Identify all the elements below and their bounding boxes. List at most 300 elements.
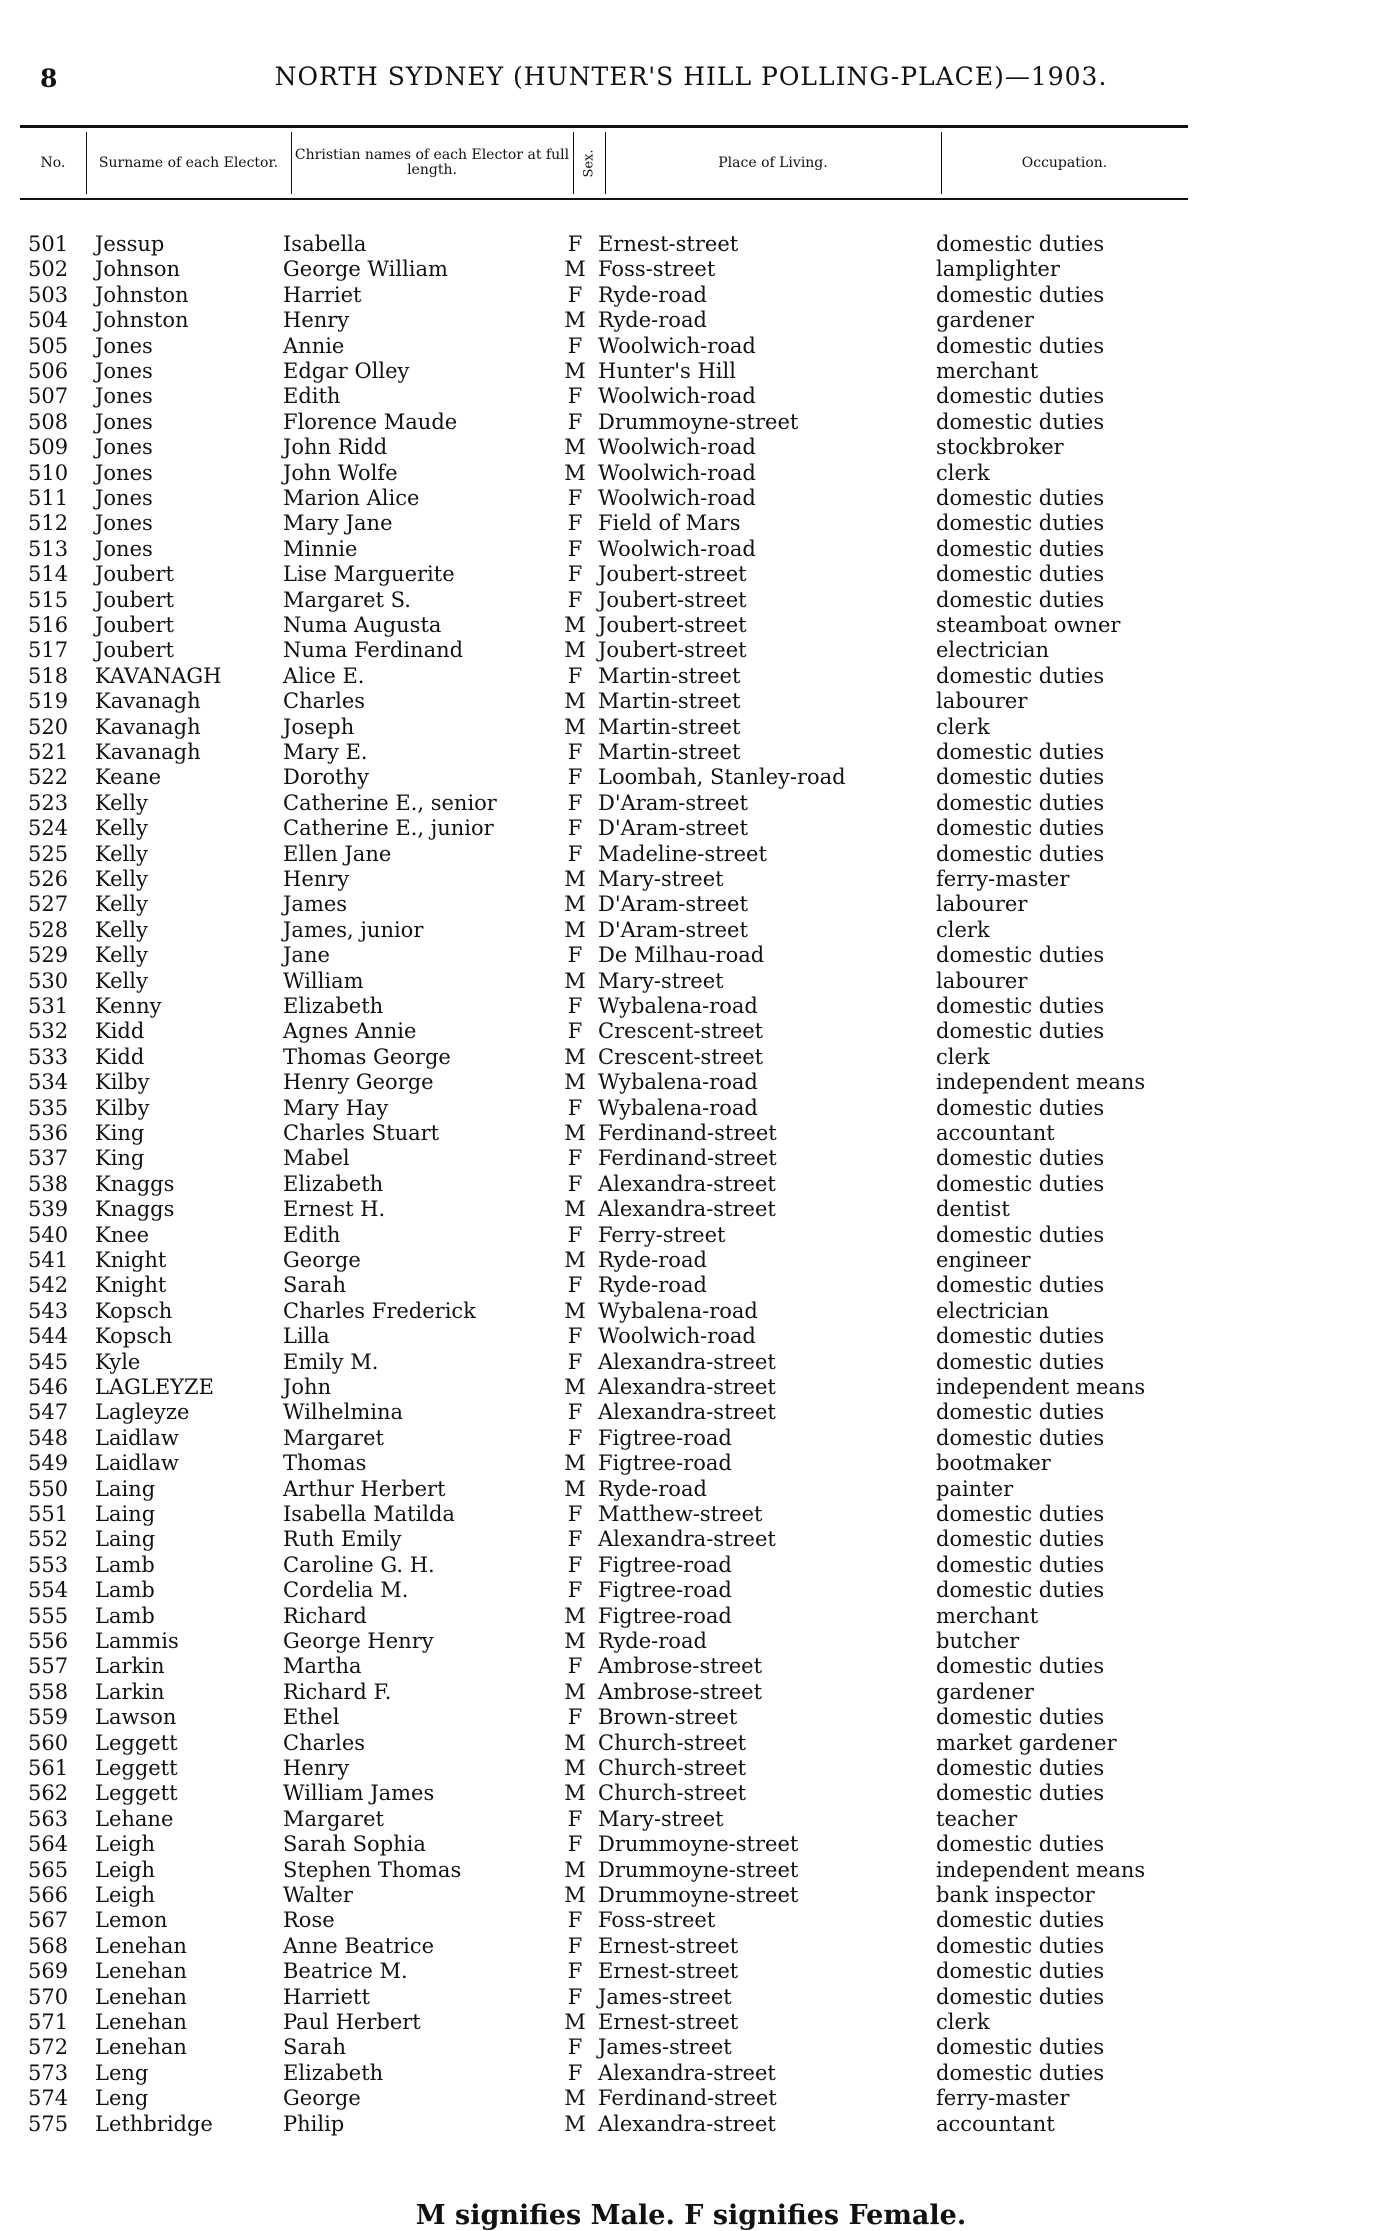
elector-occupation: market gardener bbox=[936, 1730, 1117, 1755]
elector-christian-names: Henry bbox=[283, 1756, 350, 1780]
elector-occupation: labourer bbox=[936, 968, 1028, 993]
elector-occupation: labourer bbox=[936, 689, 1028, 714]
elector-number: 539 bbox=[28, 1197, 69, 1222]
table-row bbox=[0, 1045, 1300, 1070]
elector-place-of-living: Woolwich-road bbox=[598, 536, 756, 561]
elector-occupation: independent means bbox=[936, 1070, 1146, 1095]
elector-number: 520 bbox=[28, 714, 69, 739]
elector-place-of-living: Alexandra-street bbox=[598, 1349, 776, 1374]
elector-sex: M bbox=[564, 689, 586, 714]
elector-sex: F bbox=[567, 1502, 583, 1526]
elector-occupation: domestic duties bbox=[936, 409, 1105, 434]
elector-number: 535 bbox=[28, 1095, 69, 1120]
elector-place-of-living: Ambrose-street bbox=[598, 1679, 763, 1704]
elector-christian-names: Edgar Olley bbox=[283, 359, 410, 383]
elector-surname: Kavanagh bbox=[95, 714, 201, 739]
table-row bbox=[0, 1502, 1300, 1527]
elector-place-of-living: Ambrose-street bbox=[598, 1654, 763, 1679]
column-header-occupation: Occupation. bbox=[1021, 154, 1108, 171]
elector-surname: Kelly bbox=[95, 790, 148, 815]
elector-surname: Leigh bbox=[95, 1883, 156, 1907]
elector-surname: Lenehan bbox=[95, 1933, 187, 1958]
elector-surname: Kidd bbox=[95, 1019, 145, 1044]
elector-sex: M bbox=[564, 308, 586, 333]
column-header-surname: Surname of each Elector. bbox=[98, 154, 279, 171]
elector-christian-names: Numa Ferdinand bbox=[283, 638, 464, 663]
elector-christian-names: Richard bbox=[283, 1603, 367, 1628]
elector-place-of-living: Mary-street bbox=[598, 968, 724, 993]
elector-place-of-living: Mary-street bbox=[598, 867, 724, 891]
elector-christian-names: Mary Jane bbox=[283, 511, 393, 536]
elector-christian-names: Anne Beatrice bbox=[283, 1933, 435, 1958]
elector-surname: Leggett bbox=[95, 1730, 178, 1755]
elector-christian-names: George William bbox=[283, 257, 448, 282]
elector-occupation: electrician bbox=[936, 1298, 1050, 1323]
elector-surname: Kelly bbox=[95, 816, 148, 841]
elector-occupation: domestic duties bbox=[936, 536, 1105, 561]
elector-occupation: domestic duties bbox=[936, 816, 1105, 841]
elector-christian-names: Arthur Herbert bbox=[283, 1476, 446, 1501]
elector-christian-names: Edith bbox=[283, 1222, 341, 1247]
elector-sex: M bbox=[564, 1730, 586, 1755]
elector-number: 547 bbox=[28, 1400, 69, 1425]
elector-occupation: domestic duties bbox=[936, 1222, 1105, 1247]
elector-surname: Kilby bbox=[95, 1095, 150, 1120]
elector-number: 552 bbox=[28, 1527, 69, 1552]
elector-place-of-living: Figtree-road bbox=[598, 1451, 732, 1476]
elector-surname: Kidd bbox=[95, 1044, 145, 1069]
elector-surname: Jones bbox=[95, 536, 153, 561]
elector-sex: M bbox=[564, 435, 586, 460]
elector-number: 534 bbox=[28, 1070, 69, 1095]
elector-surname: Johnston bbox=[95, 308, 189, 333]
elector-christian-names: Catherine E., junior bbox=[283, 816, 494, 841]
elector-number: 514 bbox=[28, 562, 69, 587]
elector-sex: F bbox=[567, 841, 583, 866]
elector-occupation: domestic duties bbox=[936, 1705, 1105, 1730]
elector-sex: F bbox=[567, 1959, 583, 1984]
elector-christian-names: Cordelia M. bbox=[283, 1578, 409, 1603]
elector-number: 565 bbox=[28, 1857, 69, 1882]
elector-number: 557 bbox=[28, 1654, 69, 1679]
elector-christian-names: Harriett bbox=[283, 1984, 370, 2009]
table-row bbox=[0, 1908, 1300, 1933]
elector-sex: M bbox=[564, 1121, 586, 1145]
elector-sex: F bbox=[567, 1400, 583, 1425]
elector-place-of-living: Ferdinand-street bbox=[598, 1146, 777, 1171]
elector-sex: M bbox=[564, 1044, 586, 1069]
elector-place-of-living: Church-street bbox=[598, 1730, 747, 1755]
elector-occupation: domestic duties bbox=[936, 1654, 1105, 1679]
elector-number: 527 bbox=[28, 892, 69, 917]
elector-christian-names: Lilla bbox=[283, 1324, 330, 1349]
table-row bbox=[0, 1934, 1300, 1959]
elector-surname: Lenehan bbox=[95, 2035, 187, 2060]
elector-occupation: domestic duties bbox=[936, 1171, 1105, 1196]
elector-number: 543 bbox=[28, 1298, 69, 1323]
elector-surname: Laidlaw bbox=[95, 1425, 179, 1450]
elector-sex: M bbox=[564, 1070, 586, 1095]
elector-place-of-living: Alexandra-street bbox=[598, 2060, 776, 2085]
elector-christian-names: Annie bbox=[283, 333, 345, 358]
elector-surname: Larkin bbox=[95, 1679, 165, 1704]
elector-surname: Leigh bbox=[95, 1857, 156, 1882]
elector-sex: M bbox=[564, 257, 586, 282]
elector-occupation: domestic duties bbox=[936, 2060, 1105, 2085]
elector-place-of-living: Ryde-road bbox=[598, 1273, 707, 1298]
elector-surname: King bbox=[95, 1121, 145, 1145]
table-row bbox=[0, 1756, 1300, 1781]
elector-occupation: domestic duties bbox=[936, 1756, 1105, 1780]
elector-place-of-living: Matthew-street bbox=[598, 1502, 763, 1526]
elector-surname: Knaggs bbox=[95, 1197, 175, 1222]
elector-occupation: butcher bbox=[936, 1629, 1020, 1653]
table-row bbox=[0, 1578, 1300, 1603]
elector-occupation: domestic duties bbox=[936, 1578, 1105, 1603]
elector-surname: Laing bbox=[95, 1527, 156, 1552]
elector-number: 572 bbox=[28, 2035, 69, 2060]
elector-place-of-living: Figtree-road bbox=[598, 1603, 732, 1628]
elector-surname: Knight bbox=[95, 1273, 167, 1298]
elector-christian-names: Charles bbox=[283, 689, 366, 714]
elector-number: 504 bbox=[28, 308, 69, 333]
elector-sex: M bbox=[564, 613, 586, 637]
elector-surname: Leggett bbox=[95, 1756, 178, 1780]
elector-sex: F bbox=[567, 1984, 583, 2009]
elector-sex: F bbox=[567, 409, 583, 434]
table-row bbox=[0, 384, 1300, 409]
elector-christian-names: Alice E. bbox=[283, 663, 365, 688]
table-row bbox=[0, 816, 1300, 841]
elector-place-of-living: Woolwich-road bbox=[598, 486, 756, 510]
elector-place-of-living: Crescent-street bbox=[598, 1044, 764, 1069]
footer-legend: M signifies Male. F signifies Female. bbox=[415, 2200, 967, 2231]
elector-surname: Jones bbox=[95, 435, 153, 460]
elector-place-of-living: Joubert-street bbox=[598, 587, 747, 612]
elector-surname: Johnston bbox=[95, 282, 189, 307]
page-title: NORTH SYDNEY (HUNTER'S HILL POLLING-PLACE)—1903. bbox=[274, 62, 1108, 91]
elector-place-of-living: Mary-street bbox=[598, 1806, 724, 1831]
elector-occupation: domestic duties bbox=[936, 841, 1105, 866]
elector-number: 562 bbox=[28, 1781, 69, 1806]
table-row bbox=[0, 1959, 1300, 1984]
elector-number: 563 bbox=[28, 1806, 69, 1831]
elector-christian-names: Numa Augusta bbox=[283, 613, 442, 637]
elector-sex: M bbox=[564, 1629, 586, 1653]
elector-sex: M bbox=[564, 892, 586, 917]
elector-number: 506 bbox=[28, 359, 69, 383]
table-row bbox=[0, 638, 1300, 663]
elector-place-of-living: Woolwich-road bbox=[598, 1324, 756, 1349]
elector-number: 541 bbox=[28, 1248, 69, 1272]
elector-place-of-living: Field of Mars bbox=[598, 511, 741, 536]
table-row bbox=[0, 257, 1300, 282]
elector-occupation: clerk bbox=[936, 917, 990, 942]
elector-number: 570 bbox=[28, 1984, 69, 2009]
elector-place-of-living: Ernest-street bbox=[598, 1959, 739, 1984]
elector-place-of-living: Figtree-road bbox=[598, 1425, 732, 1450]
elector-christian-names: Elizabeth bbox=[283, 994, 384, 1018]
table-row bbox=[0, 2112, 1300, 2137]
table-row bbox=[0, 1121, 1300, 1146]
elector-christian-names: John Wolfe bbox=[283, 460, 398, 485]
elector-sex: F bbox=[567, 1095, 583, 1120]
table-row bbox=[0, 1858, 1300, 1883]
elector-occupation: domestic duties bbox=[936, 1425, 1105, 1450]
elector-surname: Jones bbox=[95, 460, 153, 485]
elector-number: 513 bbox=[28, 536, 69, 561]
elector-place-of-living: James-street bbox=[598, 1984, 732, 2009]
elector-sex: F bbox=[567, 663, 583, 688]
elector-place-of-living: Woolwich-road bbox=[598, 460, 756, 485]
elector-occupation: domestic duties bbox=[936, 1400, 1105, 1425]
elector-number: 522 bbox=[28, 765, 69, 790]
elector-christian-names: Charles Stuart bbox=[283, 1121, 440, 1145]
elector-number: 517 bbox=[28, 638, 69, 663]
column-header-no: No. bbox=[40, 154, 66, 171]
table-row bbox=[0, 1731, 1300, 1756]
table-row bbox=[0, 537, 1300, 562]
elector-christian-names: Beatrice M. bbox=[283, 1959, 408, 1984]
elector-surname: Kelly bbox=[95, 968, 148, 993]
elector-sex: M bbox=[564, 2086, 586, 2111]
elector-occupation: domestic duties bbox=[936, 994, 1105, 1018]
elector-number: 526 bbox=[28, 867, 69, 891]
elector-sex: F bbox=[567, 816, 583, 841]
elector-occupation: domestic duties bbox=[936, 282, 1105, 307]
elector-surname: Joubert bbox=[95, 562, 174, 587]
table-row bbox=[0, 1096, 1300, 1121]
table-header bbox=[20, 125, 1188, 200]
table-row bbox=[0, 1985, 1300, 2010]
elector-occupation: domestic duties bbox=[936, 333, 1105, 358]
elector-surname: Kelly bbox=[95, 892, 148, 917]
elector-place-of-living: Martin-street bbox=[598, 663, 741, 688]
elector-place-of-living: Ryde-road bbox=[598, 1629, 707, 1653]
elector-sex: F bbox=[567, 1705, 583, 1730]
elector-christian-names: Walter bbox=[283, 1883, 353, 1907]
table-row bbox=[0, 511, 1300, 536]
table-row bbox=[0, 1883, 1300, 1908]
elector-christian-names: John Ridd bbox=[283, 435, 388, 460]
table-row bbox=[0, 1426, 1300, 1451]
elector-occupation: labourer bbox=[936, 892, 1028, 917]
elector-number: 567 bbox=[28, 1908, 69, 1933]
table-row bbox=[0, 1273, 1300, 1298]
elector-number: 564 bbox=[28, 1832, 69, 1857]
elector-number: 531 bbox=[28, 994, 69, 1018]
elector-surname: Jones bbox=[95, 384, 153, 409]
elector-christian-names: George Henry bbox=[283, 1629, 434, 1653]
elector-sex: F bbox=[567, 1552, 583, 1577]
elector-surname: Johnson bbox=[95, 257, 181, 282]
elector-place-of-living: Ernest-street bbox=[598, 2010, 739, 2034]
elector-occupation: domestic duties bbox=[936, 1019, 1105, 1044]
elector-place-of-living: Joubert-street bbox=[598, 613, 747, 637]
table-row bbox=[0, 1019, 1300, 1044]
elector-number: 573 bbox=[28, 2060, 69, 2085]
elector-occupation: domestic duties bbox=[936, 1349, 1105, 1374]
elector-place-of-living: Joubert-street bbox=[598, 562, 747, 587]
table-row bbox=[0, 1070, 1300, 1095]
table-row bbox=[0, 1604, 1300, 1629]
elector-christian-names: James bbox=[283, 892, 348, 917]
elector-occupation: ferry-master bbox=[936, 2086, 1070, 2111]
table-row bbox=[0, 588, 1300, 613]
elector-christian-names: Henry George bbox=[283, 1070, 434, 1095]
elector-sex: F bbox=[567, 2035, 583, 2060]
elector-occupation: domestic duties bbox=[936, 1984, 1105, 2009]
elector-sex: F bbox=[567, 511, 583, 536]
elector-occupation: domestic duties bbox=[936, 587, 1105, 612]
elector-number: 549 bbox=[28, 1451, 69, 1476]
elector-christian-names: Henry bbox=[283, 867, 350, 891]
elector-occupation: accountant bbox=[936, 2111, 1055, 2136]
table-row bbox=[0, 334, 1300, 359]
elector-christian-names: Jane bbox=[283, 943, 330, 968]
elector-occupation: electrician bbox=[936, 638, 1050, 663]
elector-sex: M bbox=[564, 1248, 586, 1272]
table-row bbox=[0, 1705, 1300, 1730]
elector-occupation: domestic duties bbox=[936, 1781, 1105, 1806]
table-row bbox=[0, 2086, 1300, 2111]
elector-christian-names: Lise Marguerite bbox=[283, 562, 455, 587]
elector-sex: F bbox=[567, 1146, 583, 1171]
elector-place-of-living: Foss-street bbox=[598, 1908, 716, 1933]
elector-sex: M bbox=[564, 1603, 586, 1628]
elector-christian-names: Elizabeth bbox=[283, 2060, 384, 2085]
elector-number: 501 bbox=[28, 232, 69, 256]
elector-occupation: domestic duties bbox=[936, 1324, 1105, 1349]
elector-place-of-living: Drummoyne-street bbox=[598, 1883, 799, 1907]
column-header-christian-names: Christian names of each Elector at full length. bbox=[294, 147, 570, 178]
elector-place-of-living: Ernest-street bbox=[598, 232, 739, 256]
elector-place-of-living: Ernest-street bbox=[598, 1933, 739, 1958]
elector-christian-names: Charles bbox=[283, 1730, 366, 1755]
elector-number: 508 bbox=[28, 409, 69, 434]
table-row bbox=[0, 1299, 1300, 1324]
elector-surname: Lamb bbox=[95, 1603, 155, 1628]
column-header-place: Place of Living. bbox=[718, 154, 828, 171]
elector-sex: F bbox=[567, 1578, 583, 1603]
elector-occupation: gardener bbox=[936, 308, 1034, 333]
elector-surname: Larkin bbox=[95, 1654, 165, 1679]
elector-sex: F bbox=[567, 333, 583, 358]
table-row bbox=[0, 1400, 1300, 1425]
table-row bbox=[0, 562, 1300, 587]
elector-surname: Jones bbox=[95, 359, 153, 383]
elector-place-of-living: Figtree-road bbox=[598, 1552, 732, 1577]
table-row bbox=[0, 1146, 1300, 1171]
elector-sex: F bbox=[567, 2060, 583, 2085]
elector-surname: Joubert bbox=[95, 638, 174, 663]
table-row bbox=[0, 1324, 1300, 1349]
elector-surname: Laidlaw bbox=[95, 1451, 179, 1476]
elector-place-of-living: Martin-street bbox=[598, 740, 741, 764]
elector-christian-names: Mabel bbox=[283, 1146, 350, 1171]
elector-christian-names: George bbox=[283, 2086, 361, 2111]
elector-christian-names: Ernest H. bbox=[283, 1197, 386, 1222]
elector-occupation: bank inspector bbox=[936, 1883, 1095, 1907]
elector-occupation: domestic duties bbox=[936, 1095, 1105, 1120]
elector-place-of-living: Ryde-road bbox=[598, 1248, 707, 1272]
elector-place-of-living: Woolwich-road bbox=[598, 384, 756, 409]
elector-sex: F bbox=[567, 1019, 583, 1044]
elector-sex: M bbox=[564, 638, 586, 663]
table-row bbox=[0, 1197, 1300, 1222]
elector-christian-names: Marion Alice bbox=[283, 486, 420, 510]
elector-sex: F bbox=[567, 562, 583, 587]
elector-sex: F bbox=[567, 486, 583, 510]
elector-sex: F bbox=[567, 765, 583, 790]
elector-occupation: domestic duties bbox=[936, 384, 1105, 409]
table-row bbox=[0, 892, 1300, 917]
elector-occupation: domestic duties bbox=[936, 2035, 1105, 2060]
table-row bbox=[0, 1807, 1300, 1832]
table-row bbox=[0, 410, 1300, 435]
elector-occupation: independent means bbox=[936, 1857, 1146, 1882]
elector-occupation: engineer bbox=[936, 1248, 1031, 1272]
elector-number: 575 bbox=[28, 2111, 69, 2136]
elector-surname: Knee bbox=[95, 1222, 150, 1247]
elector-christian-names: Paul Herbert bbox=[283, 2010, 421, 2034]
elector-occupation: domestic duties bbox=[936, 790, 1105, 815]
elector-place-of-living: Figtree-road bbox=[598, 1578, 732, 1603]
elector-sex: F bbox=[567, 384, 583, 409]
elector-christian-names: George bbox=[283, 1248, 361, 1272]
elector-place-of-living: D'Aram-street bbox=[598, 790, 748, 815]
elector-sex: F bbox=[567, 1908, 583, 1933]
elector-surname: Kopsch bbox=[95, 1298, 173, 1323]
elector-sex: M bbox=[564, 968, 586, 993]
elector-surname: Lethbridge bbox=[95, 2111, 213, 2136]
elector-place-of-living: Drummoyne-street bbox=[598, 1832, 799, 1857]
elector-surname: Lagleyze bbox=[95, 1400, 190, 1425]
elector-sex: M bbox=[564, 2010, 586, 2034]
elector-occupation: domestic duties bbox=[936, 740, 1105, 764]
elector-place-of-living: Drummoyne-street bbox=[598, 1857, 799, 1882]
elector-sex: M bbox=[564, 460, 586, 485]
elector-number: 548 bbox=[28, 1425, 69, 1450]
elector-number: 516 bbox=[28, 613, 69, 637]
elector-place-of-living: D'Aram-street bbox=[598, 816, 748, 841]
elector-christian-names: Agnes Annie bbox=[283, 1019, 417, 1044]
elector-occupation: merchant bbox=[936, 1603, 1039, 1628]
elector-occupation: clerk bbox=[936, 714, 990, 739]
elector-place-of-living: Ryde-road bbox=[598, 1476, 707, 1501]
elector-sex: F bbox=[567, 1222, 583, 1247]
elector-occupation: lamplighter bbox=[936, 257, 1060, 282]
elector-christian-names: Ruth Emily bbox=[283, 1527, 402, 1552]
table-row bbox=[0, 1654, 1300, 1679]
elector-sex: M bbox=[564, 1298, 586, 1323]
elector-christian-names: Stephen Thomas bbox=[283, 1857, 462, 1882]
elector-place-of-living: Ferry-street bbox=[598, 1222, 726, 1247]
elector-surname: Leng bbox=[95, 2060, 149, 2085]
elector-sex: F bbox=[567, 1933, 583, 1958]
elector-occupation: domestic duties bbox=[936, 1146, 1105, 1171]
elector-number: 530 bbox=[28, 968, 69, 993]
elector-surname: Kenny bbox=[95, 994, 162, 1018]
elector-number: 553 bbox=[28, 1552, 69, 1577]
elector-surname: Kilby bbox=[95, 1070, 150, 1095]
elector-place-of-living: Martin-street bbox=[598, 714, 741, 739]
elector-christian-names: John bbox=[283, 1375, 332, 1399]
elector-sex: F bbox=[567, 232, 583, 256]
elector-place-of-living: D'Aram-street bbox=[598, 917, 748, 942]
elector-surname: Knaggs bbox=[95, 1171, 175, 1196]
elector-occupation: domestic duties bbox=[936, 1502, 1105, 1526]
